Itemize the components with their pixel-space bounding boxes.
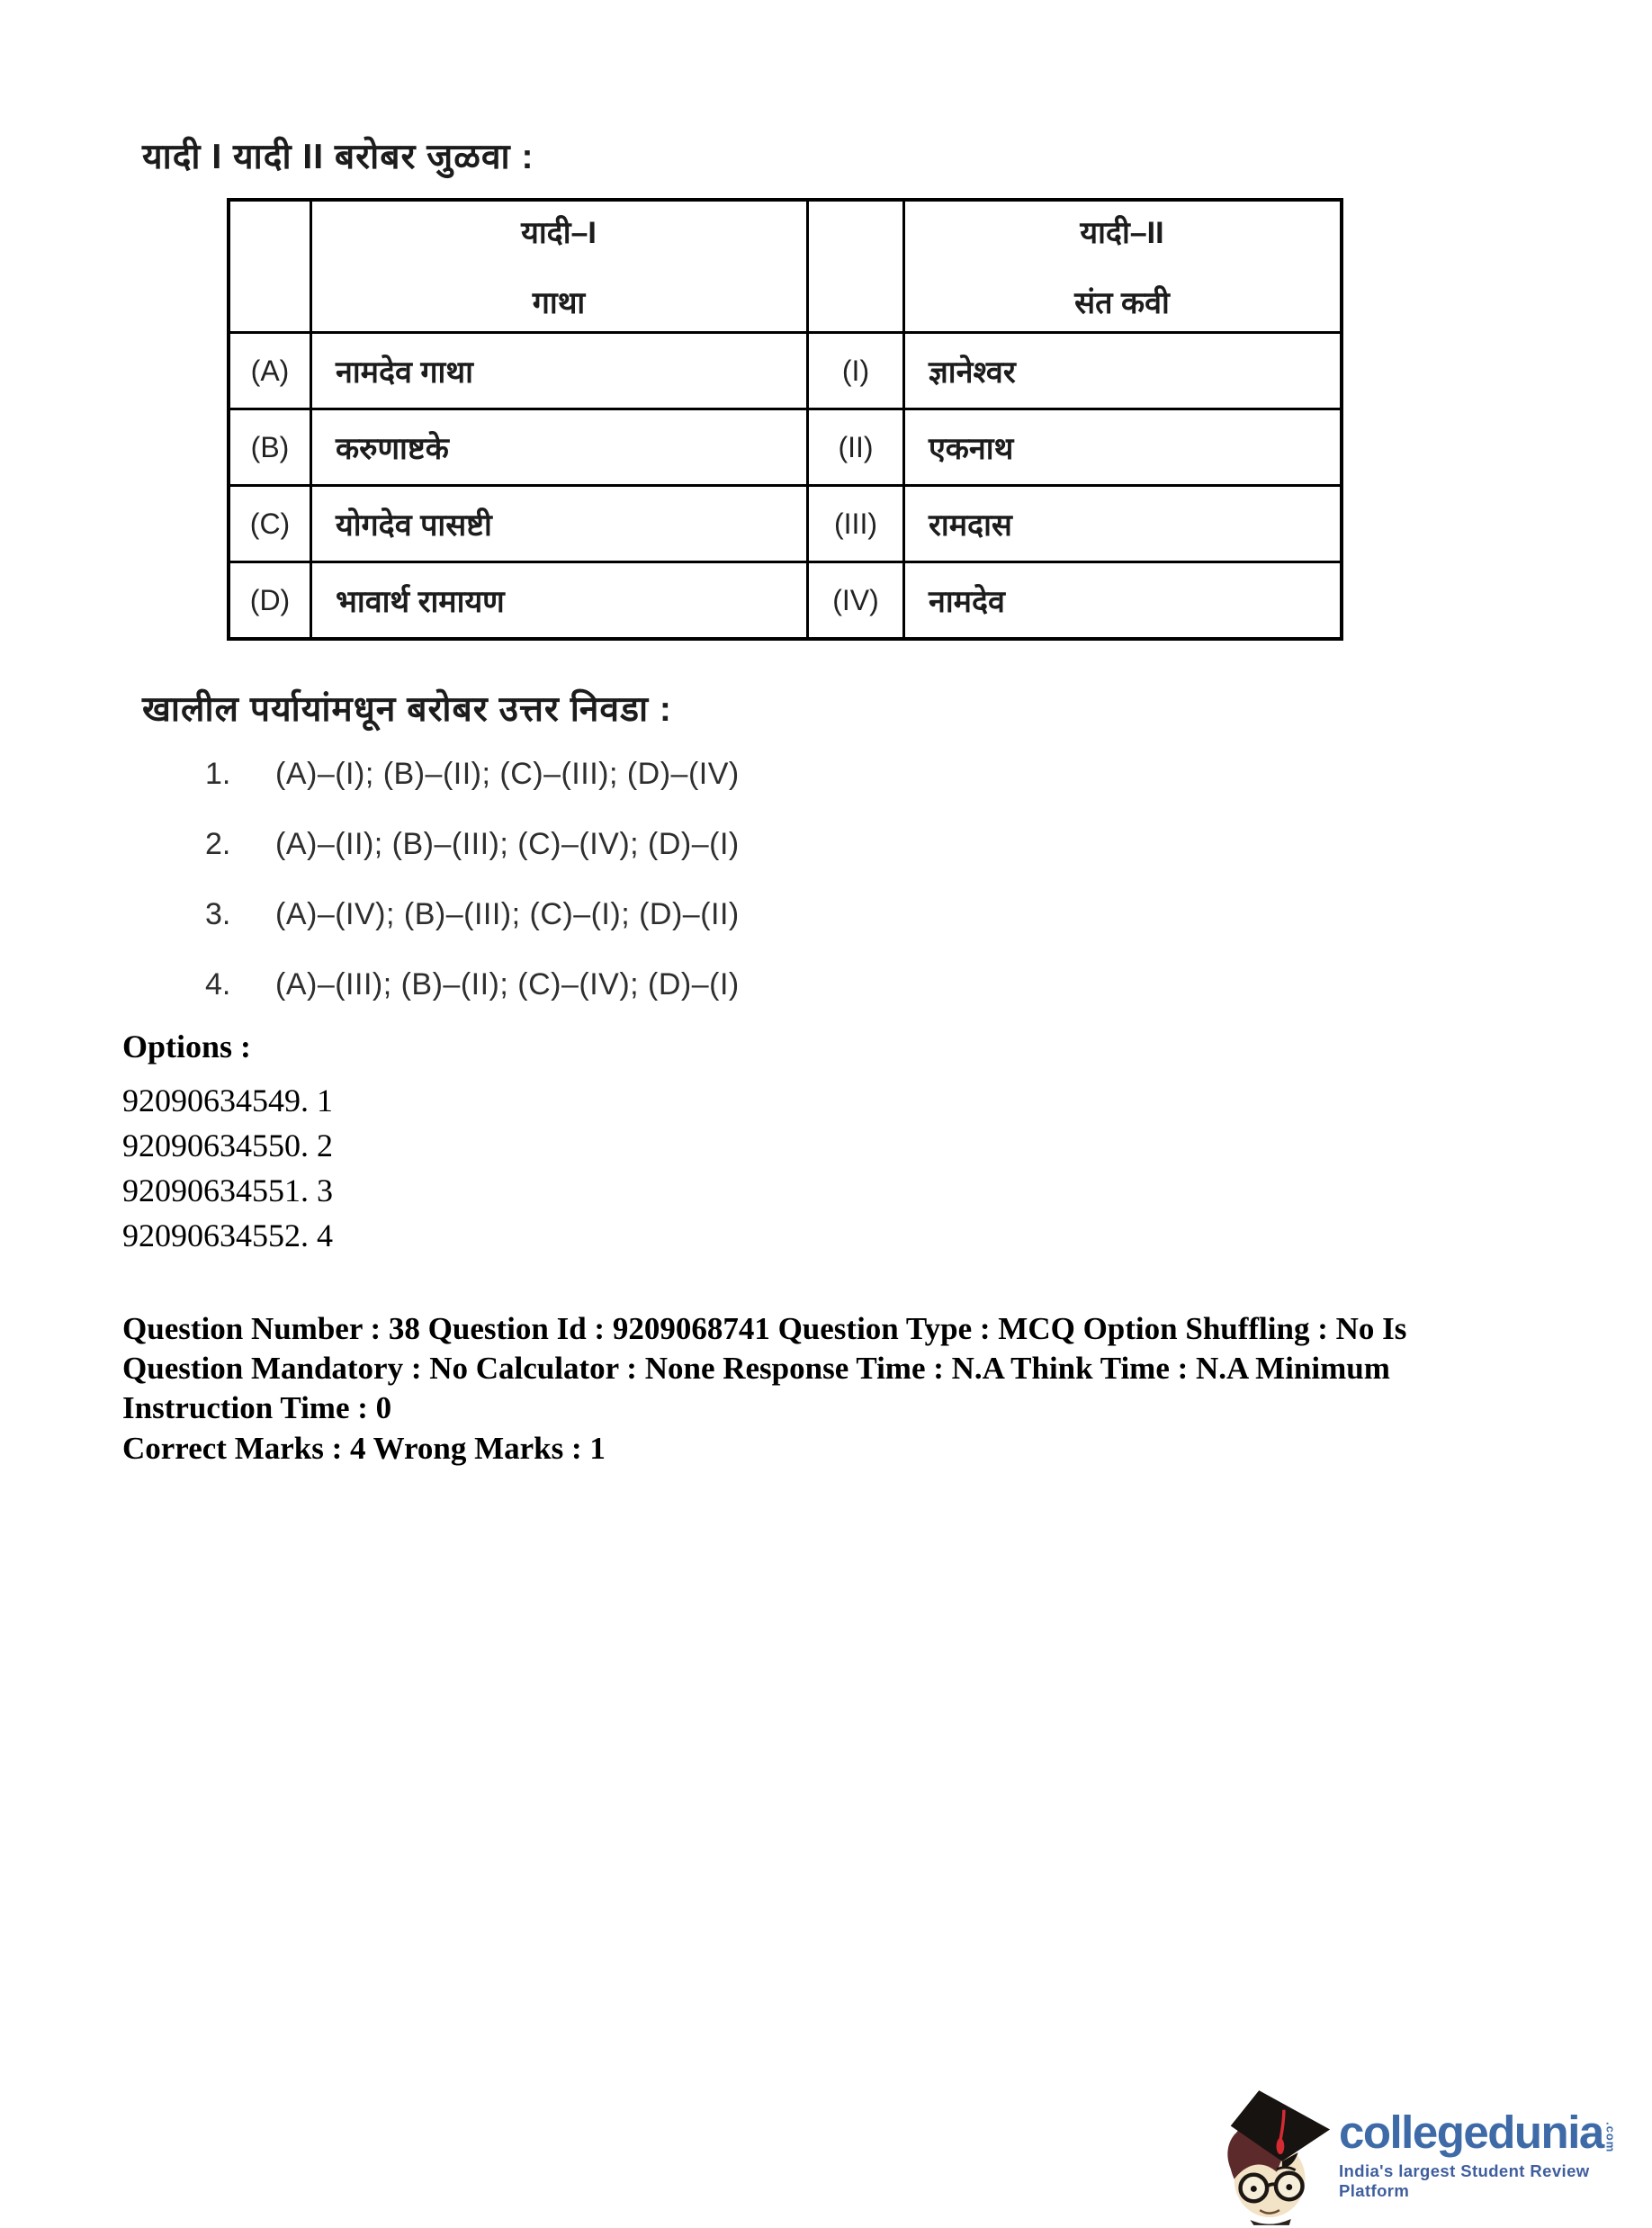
choice-option-4 <box>205 968 740 1001</box>
list2-header-cell <box>904 200 1342 333</box>
brand-tagline: India's largest Student Review Platform <box>1339 2161 1590 2200</box>
answer-choices-list <box>205 758 740 1038</box>
choice-text: (A)–(I); (B)–(II); (C)–(III); (D)–(IV) <box>275 757 740 791</box>
choice-option-2 <box>205 828 740 860</box>
row-list2-item: नामदेव <box>904 562 1342 640</box>
row-list1-item: योगदेव पासष्टी <box>311 486 808 562</box>
list1-header-cell <box>311 200 808 333</box>
brand-text <box>1339 2086 1643 2228</box>
choice-text: (A)–(III); (B)–(II); (C)–(IV); (D)–(I) <box>275 967 740 1002</box>
header-empty-cell-1 <box>229 200 311 333</box>
option-id-4: 92090634552. 4 <box>122 1217 333 1253</box>
choice-number: 4. <box>205 967 231 1002</box>
question-heading: यादी I यादी II बरोबर जुळवा : <box>142 138 534 176</box>
row-roman: (II) <box>808 409 904 486</box>
option-id-2: 92090634550. 2 <box>122 1127 333 1163</box>
marks-line: Correct Marks : 4 Wrong Marks : 1 <box>122 1431 606 1466</box>
match-table <box>227 198 1343 641</box>
table-row <box>229 486 1342 562</box>
row-roman: (I) <box>808 333 904 409</box>
brand-name-row <box>1339 2109 1643 2156</box>
metadata-line-2: Question Mandatory : No Calculator : None Response Time : N.A Think Time : N.A Minimum <box>122 1351 1390 1386</box>
list2-title: यादी–II <box>1080 216 1164 250</box>
choice-number: 1. <box>205 757 231 791</box>
option-id-1: 92090634549. 1 <box>122 1083 333 1118</box>
row-list2-item: एकनाथ <box>904 409 1342 486</box>
choice-text: (A)–(IV); (B)–(III); (C)–(I); (D)–(II) <box>275 897 740 931</box>
choice-option-3 <box>205 898 740 930</box>
option-id-3: 92090634551. 3 <box>122 1172 333 1208</box>
choice-option-1 <box>205 758 740 790</box>
choose-answer-instruction: खालील पर्यायांमधून बरोबर उत्तर निवडा : <box>142 690 672 729</box>
table-row <box>229 409 1342 486</box>
metadata-line-1: Question Number : 38 Question Id : 9209068741 Question Type : MCQ Option Shuffling : No Is <box>122 1311 1407 1346</box>
list1-subtitle: गाथा <box>532 286 586 320</box>
metadata-line-3: Instruction Time : 0 <box>122 1390 392 1425</box>
table-row <box>229 333 1342 409</box>
brand-name: collegedunia <box>1339 2107 1603 2158</box>
row-letter: (A) <box>229 333 311 409</box>
list1-title: यादी–I <box>521 216 597 250</box>
brand-domain-suffix: .com <box>1603 2122 1618 2153</box>
row-roman: (III) <box>808 486 904 562</box>
row-roman: (IV) <box>808 562 904 640</box>
match-table-header-row <box>229 200 1342 333</box>
question-metadata <box>122 1309 1406 1428</box>
collegedunia-mascot-icon <box>1213 2086 1337 2228</box>
row-letter: (D) <box>229 562 311 640</box>
choice-number: 2. <box>205 827 231 861</box>
row-list2-item: रामदास <box>904 486 1342 562</box>
choice-text: (A)–(II); (B)–(III); (C)–(IV); (D)–(I) <box>275 827 740 861</box>
table-row <box>229 562 1342 640</box>
options-label: Options : <box>122 1029 252 1065</box>
row-letter: (B) <box>229 409 311 486</box>
options-id-block <box>122 1028 333 1258</box>
list2-subtitle: संत कवी <box>1074 286 1170 320</box>
row-list1-item: नामदेव गाथा <box>311 333 808 409</box>
header-empty-cell-2 <box>808 200 904 333</box>
row-list2-item: ज्ञानेश्वर <box>904 333 1342 409</box>
row-letter: (C) <box>229 486 311 562</box>
choice-number: 3. <box>205 897 231 931</box>
row-list1-item: भावार्थ रामायण <box>311 562 808 640</box>
collegedunia-logo[interactable] <box>1213 2086 1643 2228</box>
row-list1-item: करुणाष्टके <box>311 409 808 486</box>
